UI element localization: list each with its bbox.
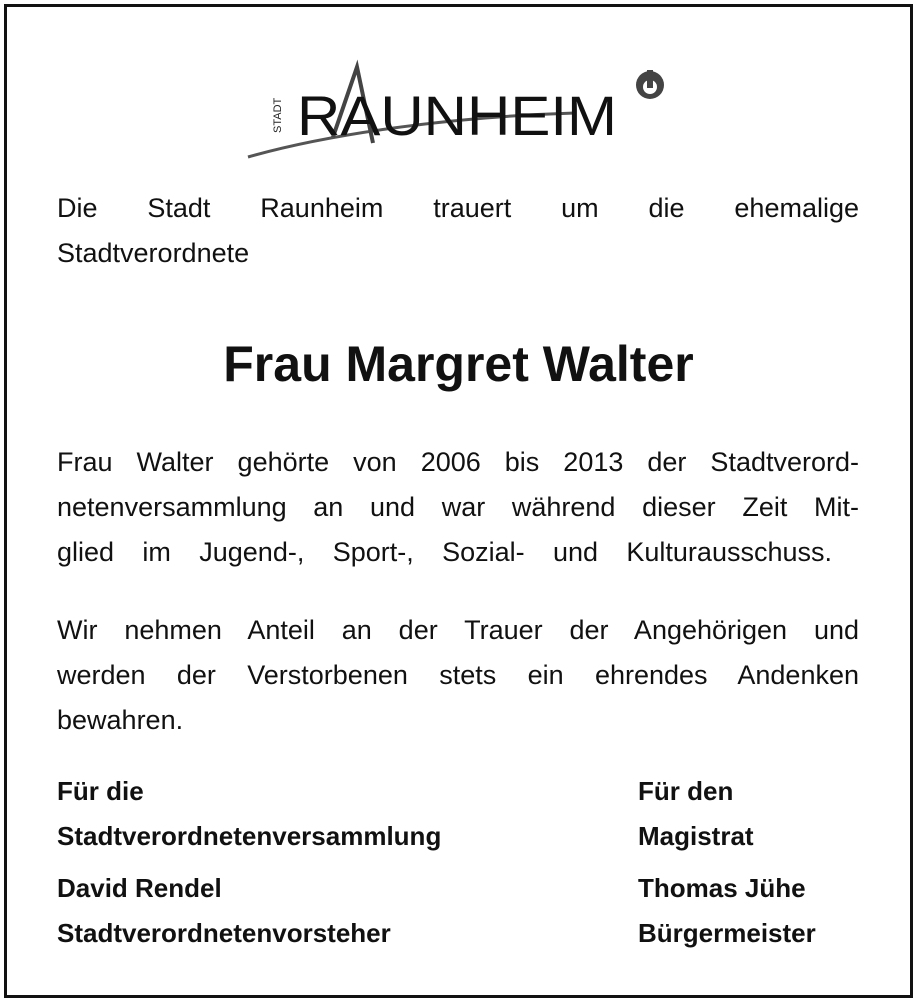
paragraph-line: netenversammlung an und war während dieser Zeit Mit- xyxy=(57,492,859,522)
paragraph-line: Wir nehmen Anteil an der Trauer der Angehörigen und xyxy=(57,615,859,645)
paragraph-line: glied im Jugend-, Sport-, Sozial- und Kulturausschuss. xyxy=(57,537,832,567)
signature-line: David Rendel xyxy=(57,873,222,903)
signature-line: Stadtverordnetenvorsteher xyxy=(57,918,391,948)
paragraph-line: werden der Verstorbenen stets ein ehrendes Andenken xyxy=(57,660,859,690)
signature-line: Für den xyxy=(638,776,734,806)
logo-name: RAUNHEIM xyxy=(297,84,617,147)
paragraph-line: Frau Walter gehörte von 2006 bis 2013 der Stadtverord- xyxy=(57,447,859,477)
signature-line: Thomas Jühe xyxy=(638,873,806,903)
logo-prefix: STADT xyxy=(272,97,284,133)
signature-line: Für die xyxy=(57,776,144,806)
raunheim-logo xyxy=(245,55,675,165)
signature-left xyxy=(57,769,441,956)
signature-line: Magistrat xyxy=(638,821,754,851)
signature-line: Bürgermeister xyxy=(638,918,816,948)
signature-right xyxy=(638,769,816,956)
signature-line: Stadtverordnetenversammlung xyxy=(57,821,442,851)
intro-line: Stadtverordnete xyxy=(57,238,250,268)
intro-line: Die Stadt Raunheim trauert um die ehemalige xyxy=(57,193,859,223)
deceased-name: Frau Margret Walter xyxy=(223,336,694,392)
paragraph-line: bewahren. xyxy=(57,705,184,735)
